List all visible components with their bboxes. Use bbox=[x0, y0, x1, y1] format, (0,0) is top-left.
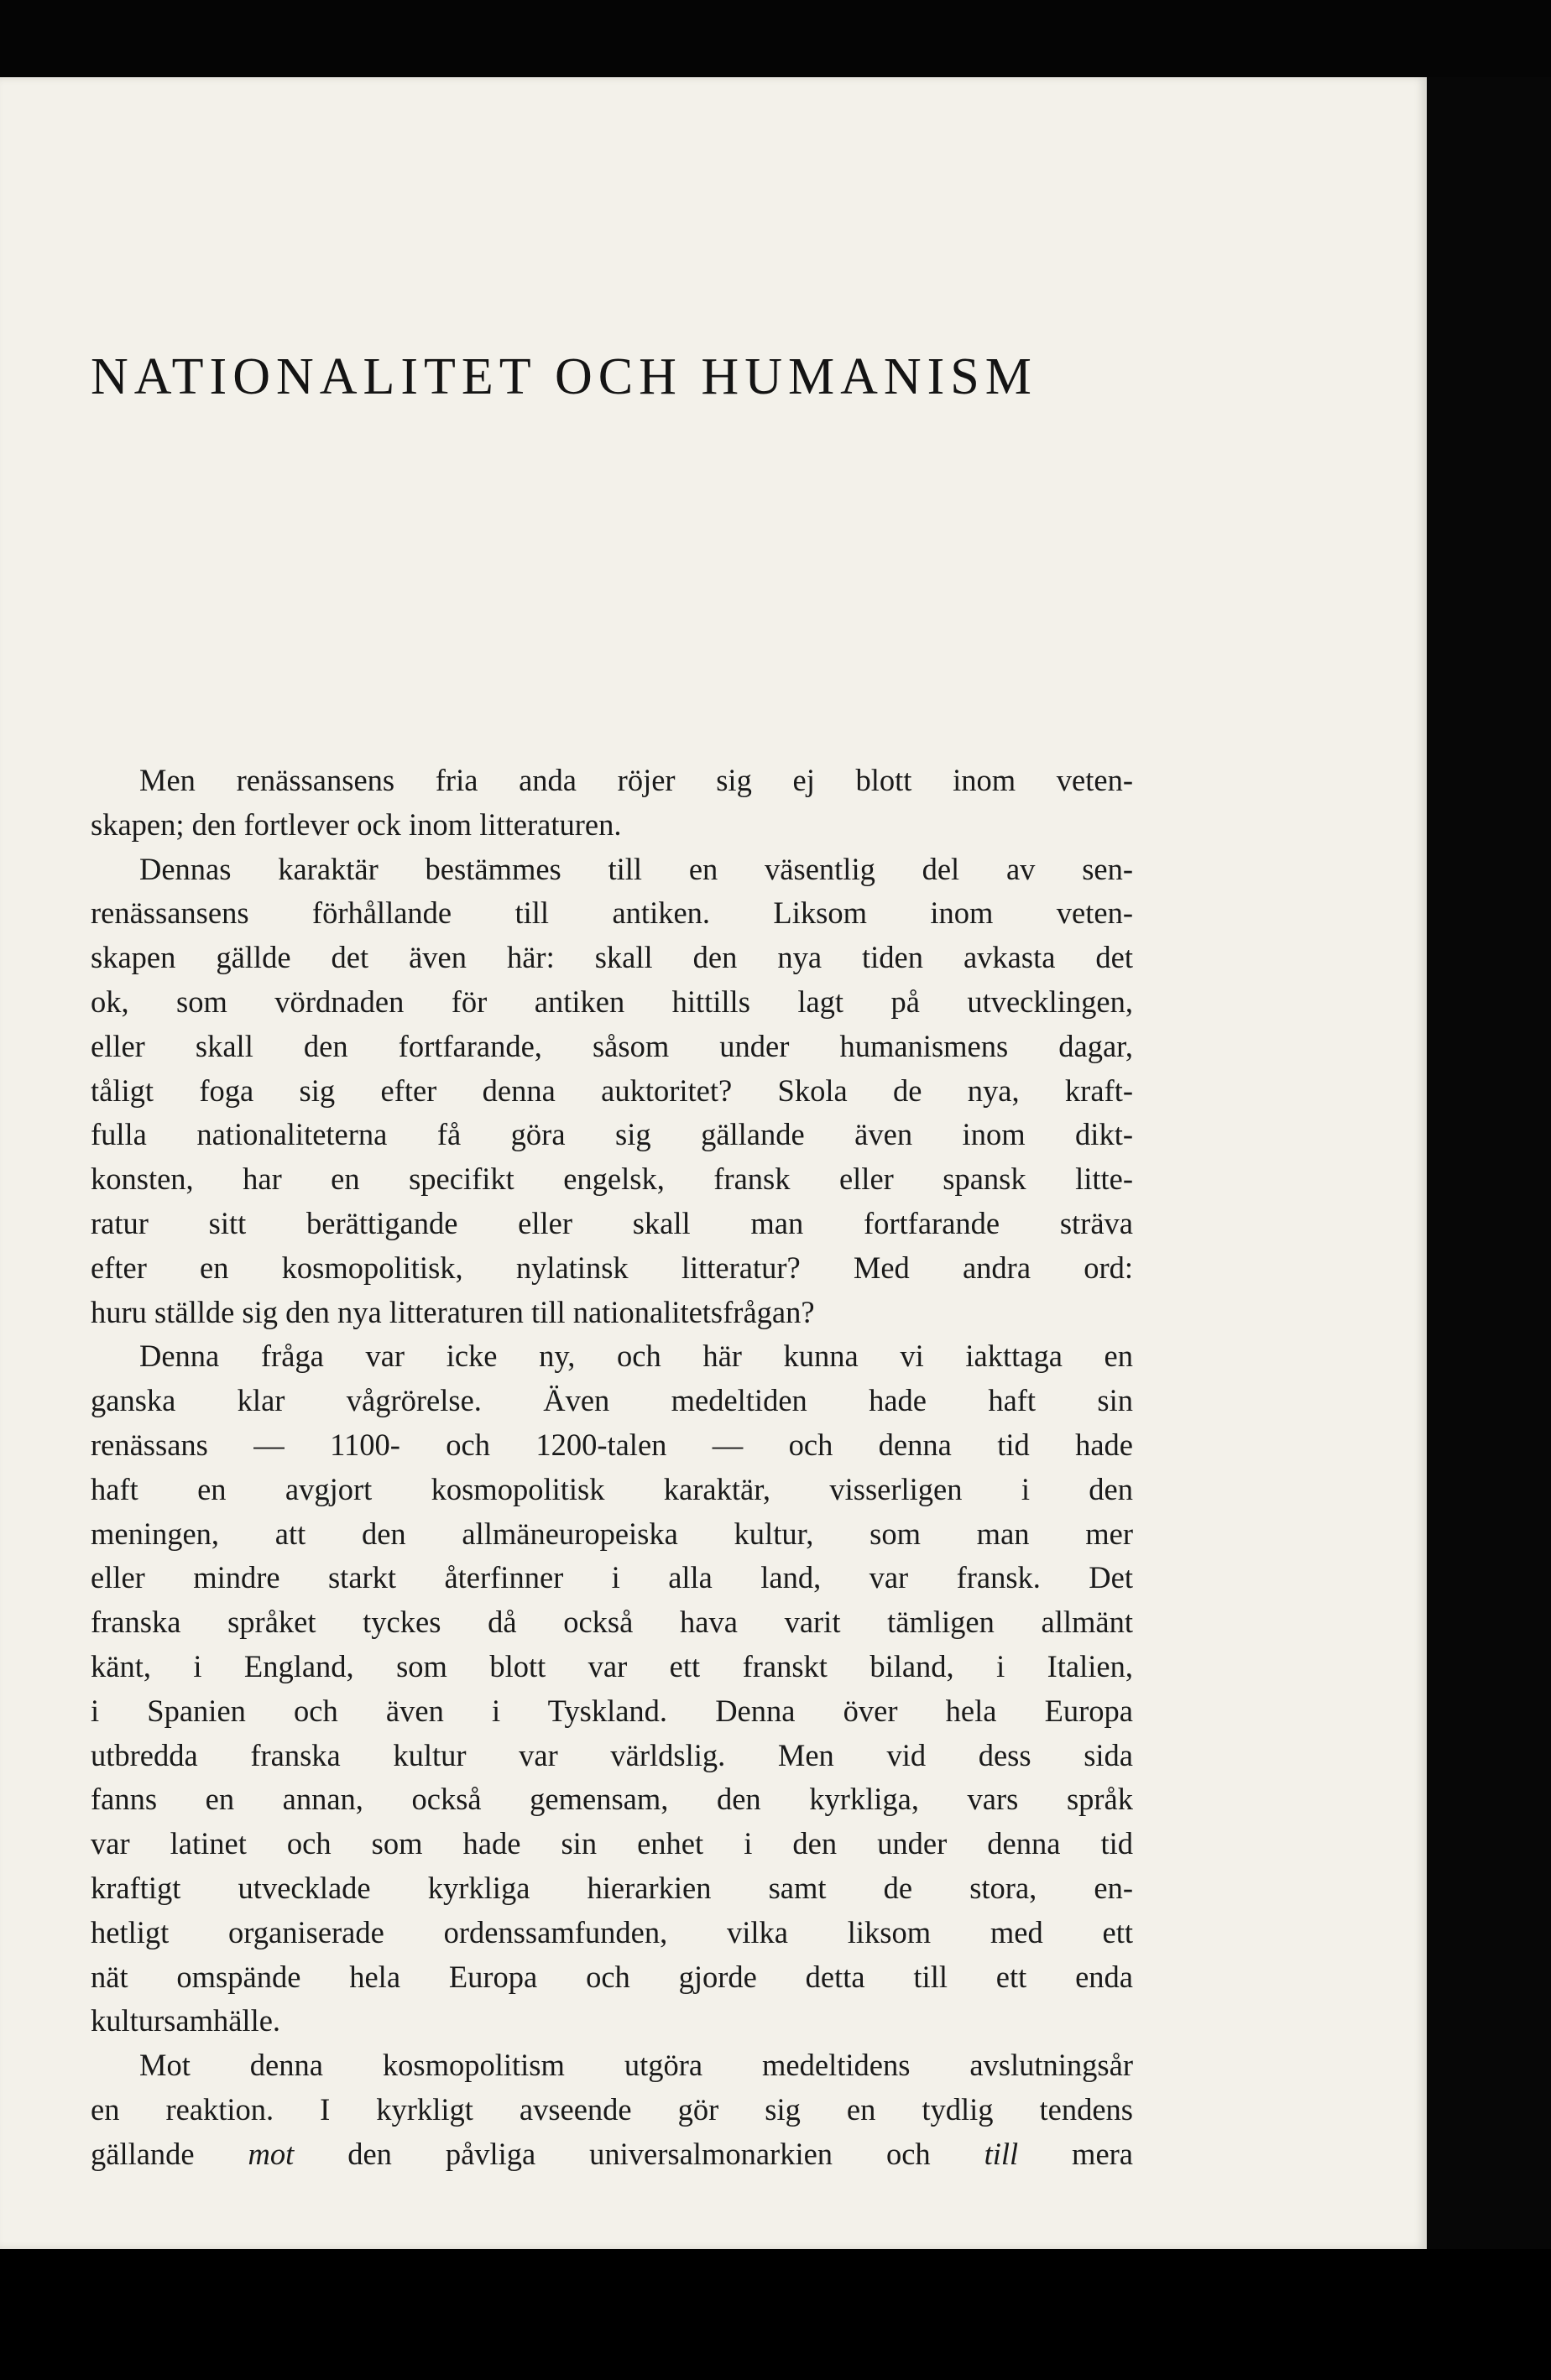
text-line: Denna fråga var icke ny, och här kunna vi iakttaga en bbox=[139, 1339, 1133, 1374]
text-line: gällande mot den påvliga universalmonarkien och till mera bbox=[91, 2136, 1133, 2171]
text-line: fulla nationaliteterna få göra sig gällande även inom dikt- bbox=[91, 1117, 1133, 1152]
text-line: ganska klar vågrörelse. Även medeltiden hade haft sin bbox=[91, 1383, 1133, 1418]
text-line: ratur sitt berättigande eller skall man fortfarande sträva bbox=[91, 1205, 1133, 1240]
text-line: var latinet och som hade sin enhet i den under denna tid bbox=[91, 1826, 1133, 1861]
text-line: huru ställde sig den nya litteraturen till nationalitetsfrågan? bbox=[91, 1294, 815, 1329]
text-line: meningen, att den allmäneuropeiska kultur, som man mer bbox=[91, 1516, 1133, 1551]
text-line: Men renässansens fria anda röjer sig ej blott inom veten- bbox=[139, 763, 1133, 797]
text-line: känt, i England, som blott var ett franskt biland, i Italien, bbox=[91, 1648, 1133, 1683]
text-line: fanns en annan, också gemensam, den kyrkliga, vars språk bbox=[91, 1782, 1133, 1817]
text-line: konsten, har en specifikt engelsk, fransk eller spansk litte- bbox=[91, 1161, 1133, 1197]
text-line: eller mindre starkt återfinner i alla land, var fransk. Det bbox=[91, 1560, 1133, 1595]
text-line: kultursamhälle. bbox=[91, 2003, 281, 2038]
text-line: skapen gällde det även här: skall den nya tiden avkasta det bbox=[91, 940, 1133, 975]
text-line: en reaktion. I kyrkligt avseende gör sig en tydlig tendens bbox=[91, 2091, 1133, 2127]
scan-border-bottom bbox=[0, 2249, 1551, 2380]
text-line: utbredda franska kultur var världslig. Men vid dess sida bbox=[91, 1737, 1133, 1772]
text-line: skapen; den fortlever ock inom litteraturen. bbox=[91, 806, 622, 842]
text-line: haft en avgjort kosmopolitisk karaktär, visserligen i den bbox=[91, 1471, 1133, 1506]
scan-border-right bbox=[1427, 77, 1551, 2249]
body-text bbox=[91, 759, 1133, 2177]
book-page bbox=[0, 77, 1427, 2249]
text-line: hetligt organiserade ordenssamfunden, vilka liksom med ett bbox=[91, 1914, 1133, 1949]
text-line: eller skall den fortfarande, såsom under humanismens dagar, bbox=[91, 1028, 1133, 1063]
text-line: renässans — 1100- och 1200-talen — och denna tid hade bbox=[91, 1427, 1133, 1462]
text-line: efter en kosmopolitisk, nylatinsk litteratur? Med andra ord: bbox=[91, 1250, 1133, 1285]
text-line: renässansens förhållande till antiken. Liksom inom veten- bbox=[91, 895, 1133, 931]
text-line: ok, som vördnaden för antiken hittills lagt på utvecklingen, bbox=[91, 984, 1133, 1019]
text-line: kraftigt utvecklade kyrkliga hierarkien samt de stora, en- bbox=[91, 1870, 1133, 1905]
text-line: franska språket tyckes då också hava varit tämligen allmänt bbox=[91, 1605, 1133, 1640]
chapter-title: NATIONALITET OCH HUMANISM bbox=[91, 348, 1037, 405]
text-line: i Spanien och även i Tyskland. Denna över hela Europa bbox=[91, 1693, 1133, 1728]
text-line: tåligt foga sig efter denna auktoritet? Skola de nya, kraft- bbox=[91, 1073, 1133, 1108]
text-line: Mot denna kosmopolitism utgöra medeltidens avslutningsår bbox=[139, 2048, 1133, 2083]
text-line: nät omspände hela Europa och gjorde detta till ett enda bbox=[91, 1959, 1133, 1994]
text-line: Dennas karaktär bestämmes till en väsentlig del av sen- bbox=[139, 851, 1133, 886]
